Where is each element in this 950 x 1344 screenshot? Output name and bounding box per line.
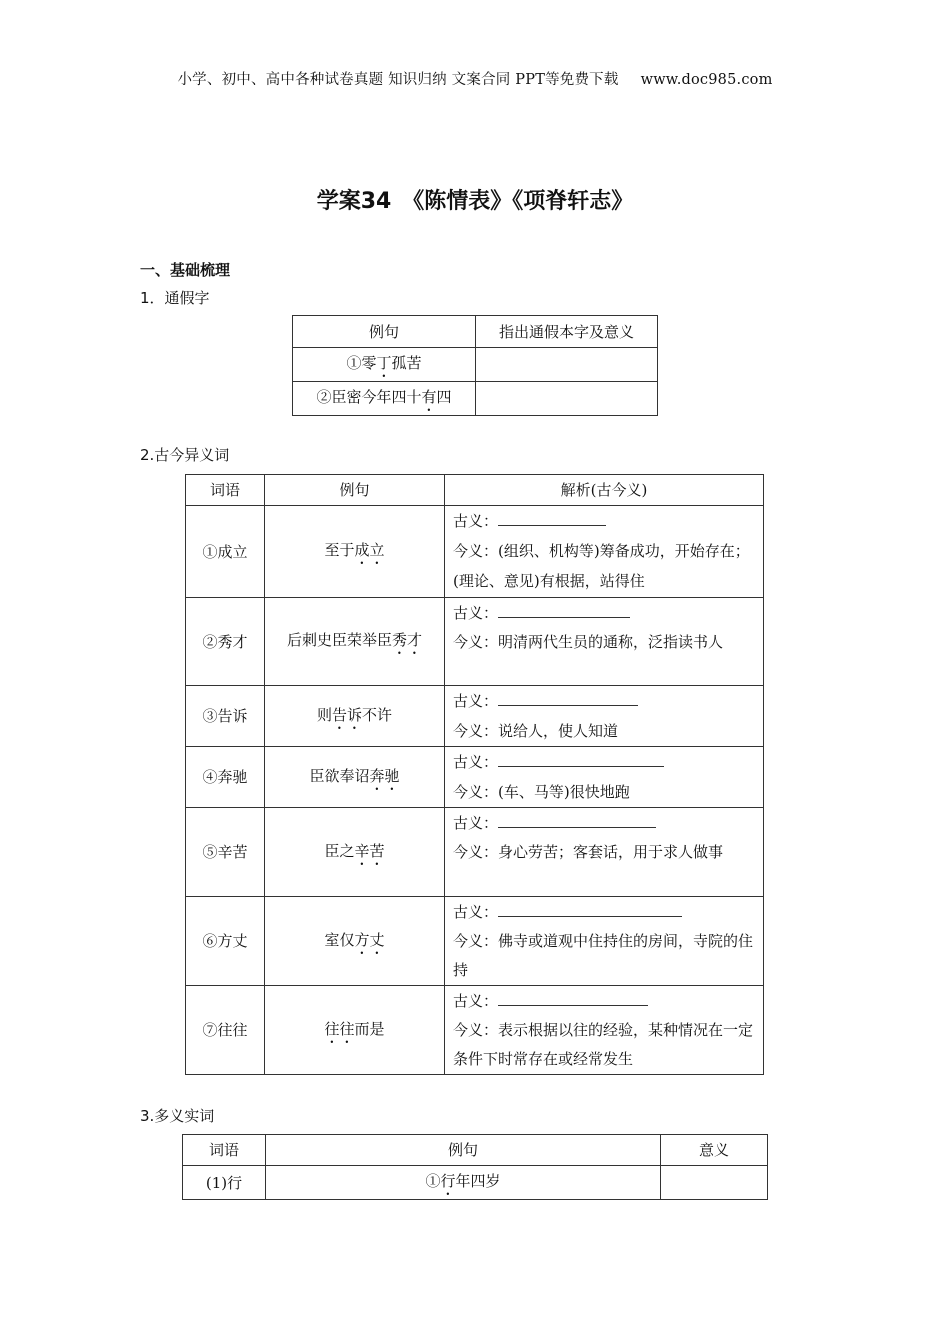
header-text: 小学、初中、高中各种试卷真题 知识归纳 文案合同 PPT等免费下载 — [177, 72, 619, 88]
table2-header-example: 例句 — [265, 475, 445, 506]
ancient-meaning-blank[interactable] — [498, 689, 638, 706]
answer-cell[interactable] — [476, 382, 658, 416]
word-cell: ④奔驰 — [186, 747, 265, 808]
table3-header-word: 词语 — [183, 1135, 266, 1166]
analysis-cell: 古义： 今义：佛寺或道观中住持住的房间，寺院的住持 — [445, 897, 764, 986]
word-cell: ②秀才 — [186, 598, 265, 686]
modern-meaning: 今义：身心劳苦；客套话，用于求人做事 — [453, 843, 724, 861]
word-cell: ①成立 — [186, 506, 265, 598]
modern-meaning: 今义：佛寺或道观中住持住的房间，寺院的住持 — [453, 932, 754, 979]
word-cell: ⑦往往 — [186, 986, 265, 1075]
subsection-tongjiazi: 1．通假字 — [140, 289, 210, 307]
modern-meaning: 今义：(车、马等)很快地跑 — [453, 783, 630, 801]
subsection-gujin: 2.古今异义词 — [140, 446, 230, 464]
ancient-meaning-blank[interactable] — [498, 601, 630, 618]
word-cell: ③告诉 — [186, 686, 265, 747]
example-sentence: ①行年四岁 — [266, 1166, 661, 1200]
table-row — [183, 1166, 768, 1200]
analysis-cell: 古义： 今义：表示根据以往的经验，某种情况在一定条件下时常存在或经常发生 — [445, 986, 764, 1075]
table2-header-word: 词语 — [186, 475, 265, 506]
table1-header-meaning: 指出通假本字及意义 — [476, 316, 658, 348]
table-duoyi — [182, 1134, 768, 1200]
subsection-duoyi: 3.多义实词 — [140, 1107, 215, 1125]
table3-header-meaning: 意义 — [661, 1135, 768, 1166]
example-sentence: 室仅方丈 — [265, 897, 445, 986]
modern-meaning: 今义：明清两代生员的通称，泛指读书人 — [453, 633, 724, 651]
table1-header-example: 例句 — [293, 316, 476, 348]
ancient-meaning-blank[interactable] — [498, 900, 682, 917]
answer-cell[interactable] — [661, 1166, 768, 1200]
table-row — [186, 897, 764, 986]
example-sentence: 臣欲奉诏奔驰 — [265, 747, 445, 808]
analysis-cell: 古义： 今义：明清两代生员的通称，泛指读书人 — [445, 598, 764, 686]
word-cell: (1)行 — [183, 1166, 266, 1200]
table-row — [186, 686, 764, 747]
example-sentence: ①零丁孤苦 — [293, 348, 476, 382]
section-heading: 一、基础梳理 — [140, 261, 231, 279]
analysis-cell: 古义： 今义：(车、马等)很快地跑 — [445, 747, 764, 808]
example-sentence: 至于成立 — [265, 506, 445, 598]
example-sentence: 臣之辛苦 — [265, 808, 445, 897]
table-row — [186, 808, 764, 897]
header-url[interactable]: www.doc985.com — [640, 72, 773, 88]
ancient-meaning-blank[interactable] — [498, 989, 648, 1006]
table-row — [186, 598, 764, 686]
example-sentence: 往往而是 — [265, 986, 445, 1075]
modern-meaning: 今义：表示根据以往的经验，某种情况在一定条件下时常存在或经常发生 — [453, 1021, 754, 1068]
modern-meaning: 今义：(组织、机构等)筹备成功，开始存在；(理论、意见)有根据，站得住 — [453, 542, 750, 590]
table-row — [186, 747, 764, 808]
answer-cell[interactable] — [476, 348, 658, 382]
word-cell: ⑥方丈 — [186, 897, 265, 986]
analysis-cell: 古义： 今义：说给人，使人知道 — [445, 686, 764, 747]
analysis-cell: 古义： 今义：(组织、机构等)筹备成功，开始存在；(理论、意见)有根据，站得住 — [445, 506, 764, 598]
table-row — [186, 986, 764, 1075]
table2-header-analysis: 解析(古今义) — [445, 475, 764, 506]
table-row — [293, 382, 658, 416]
ancient-meaning-blank[interactable] — [498, 811, 656, 828]
analysis-cell: 古义： 今义：身心劳苦；客套话，用于求人做事 — [445, 808, 764, 897]
page-header — [0, 68, 950, 89]
table-gujin — [185, 474, 764, 1075]
table-row — [293, 348, 658, 382]
table3-header-example: 例句 — [266, 1135, 661, 1166]
page-title: 学案34 《陈情表》《项脊轩志》 — [316, 189, 634, 214]
ancient-meaning-blank[interactable] — [498, 750, 664, 767]
example-sentence: ②臣密今年四十有四 — [293, 382, 476, 416]
example-sentence: 后刺史臣荣举臣秀才 — [265, 598, 445, 686]
ancient-meaning-blank[interactable] — [498, 509, 606, 526]
table-tongjiazi — [292, 315, 658, 416]
modern-meaning: 今义：说给人，使人知道 — [453, 722, 619, 740]
example-sentence: 则告诉不许 — [265, 686, 445, 747]
word-cell: ⑤辛苦 — [186, 808, 265, 897]
table-row — [186, 506, 764, 598]
